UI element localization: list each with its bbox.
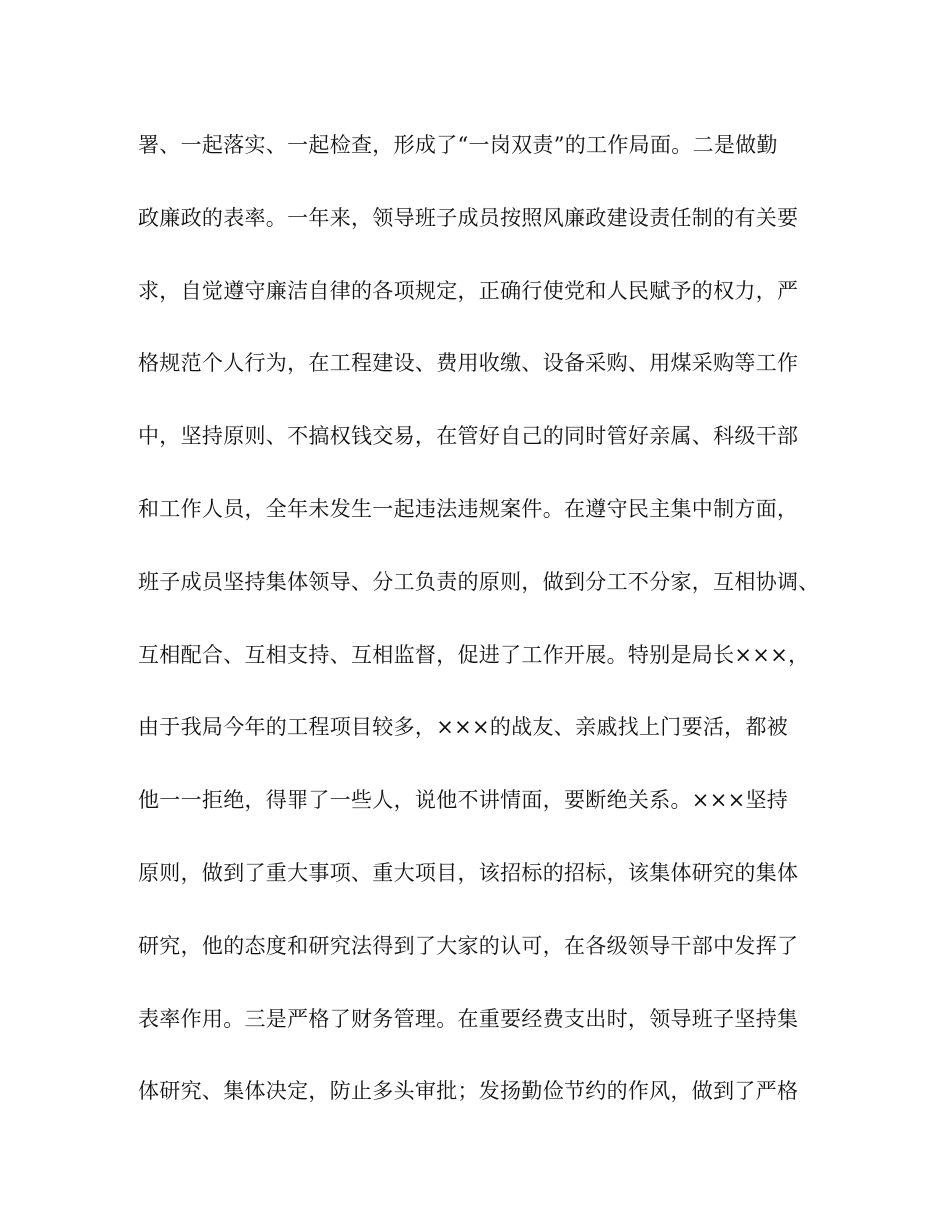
text-line-10: 他一一拒绝，得罪了一些人，说他不讲情面，要断绝关系。×××坚持 [138,788,789,813]
text-line-5: 中，坚持原则、不搞权钱交易，在管好自己的同时管好亲属、科级干部 [138,424,799,449]
text-line-13: 表率作用。三是严格了财务管理。在重要经费支出时，领导班子坚持集 [138,1006,799,1031]
text-line-12: 研究，他的态度和研究法得到了大家的认可，在各级领导干部中发挥了 [138,933,799,958]
body-text [138,122,838,1141]
text-line-1: 署、一起落实、一起检查，形成了“一岗双责”的工作局面。二是做勤 [138,133,778,157]
text-line-9: 由于我局今年的工程项目较多，×××的战友、亲戚找上门要活，都被 [138,715,789,740]
text-line-2: 政廉政的表率。一年来，领导班子成员按照风廉政建设责任制的有关要 [138,205,799,230]
text-line-3: 求，自觉遵守廉洁自律的各项规定，正确行使党和人民赋予的权力，严 [138,278,799,303]
text-line-11: 原则，做到了重大事项、重大项目，该招标的招标，该集体研究的集体 [138,860,799,885]
text-line-8: 互相配合、互相支持、互相监督，促进了工作开展。特别是局长×××， [138,642,810,667]
text-line-6: 和工作人员，全年未发生一起违法违规案件。在遵守民主集中制方面， [138,496,799,521]
text-line-7: 班子成员坚持集体领导、分工负责的原则，做到分工不分家，互相协调、 [138,569,820,594]
text-line-14: 体研究、集体决定，防止多头审批；发扬勤俭节约的作风，做到了严格 [138,1079,799,1104]
text-line-4: 格规范个人行为，在工程建设、费用收缴、设备采购、用煤采购等工作 [138,351,799,376]
